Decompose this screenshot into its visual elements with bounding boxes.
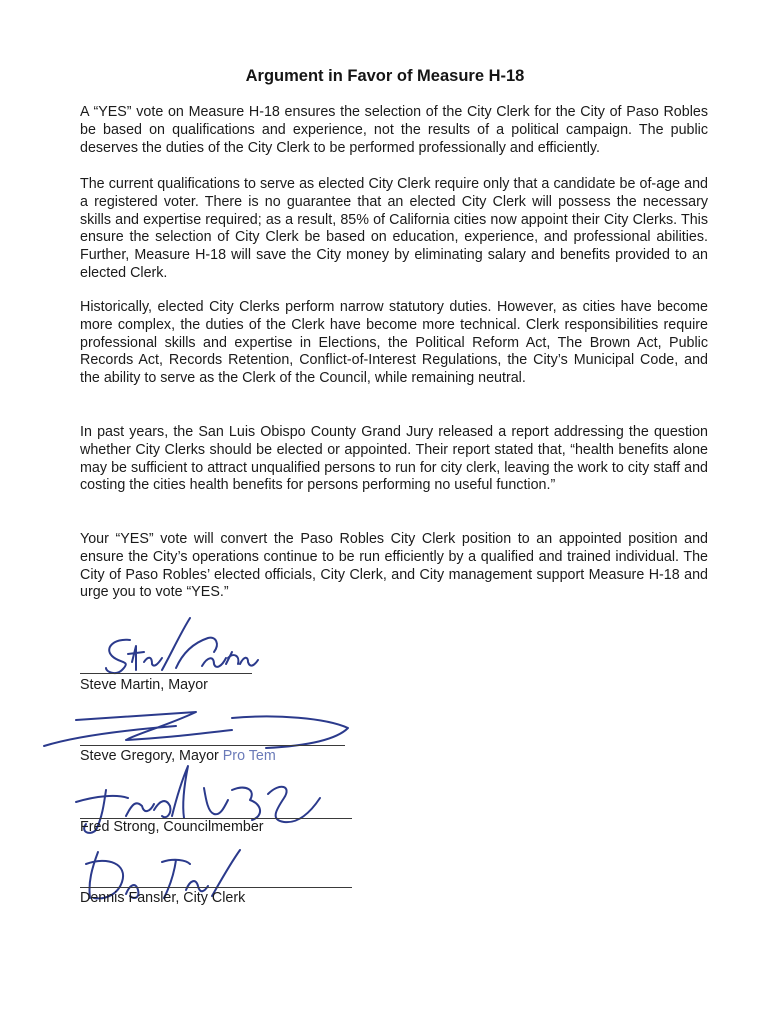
signature-line-2 [80,745,345,746]
paragraph-3: Historically, elected City Clerks perform narrow statutory duties. However, as cities have become more complex, the duties of the Clerk have become more technical. Clerk responsibilities require professional skills and expertise in Elections, the Political Reform Act, The Brown Act, Public Records Act, Records Retention, Conflict-of-Interest Regulations, the City’s Municipal Code, and the ability to serve as the Clerk of the Council, while remaining neutral. [80,299,708,387]
signature-line-1 [80,673,252,674]
signer-name-4: Dennis Fansler, City Clerk [80,890,246,906]
paragraph-1: A “YES” vote on Measure H-18 ensures the selection of the City Clerk for the City of Paso Robles be based on qualifications and experience, not the results of a political campaign. The public deserves the duties of the City Clerk to be performed professionally and efficiently. [80,104,708,156]
paragraph-5: Your “YES” vote will convert the Paso Robles City Clerk position to an appointed position and ensure the City’s operations continue to be run efficiently by a qualified and trained individual. The City of Paso Robles’ elected officials, City Clerk, and City management support Measure H-18 and urge you to vote “YES.” [80,531,708,601]
signer-name-1: Steve Martin, Mayor [80,677,208,693]
paragraph-4: In past years, the San Luis Obispo County Grand Jury released a report addressing the question whether City Clerks should be elected or appointed. Their report stated that, “health benefits alone may be sufficient to attract unqualified persons to run for city clerk, leaving the work to city staff and costing the cities health benefits for persons performing no useful function.” [80,424,708,494]
document-title: Argument in Favor of Measure H-18 [245,67,525,85]
signer-name-3: Fred Strong, Councilmember [80,819,264,835]
signer-name-2-suffix: Pro Tem [222,748,276,764]
signature-line-4 [80,887,352,888]
paragraph-2: The current qualifications to serve as elected City Clerk require only that a candidate be of-age and a registered voter. There is no guarantee that an elected City Clerk will possess the necessary skills and expertise required; as a result, 85% of California cities now appoint their City Clerks. This ensure the selection of City Clerk be based on education, experience, and professional abilities. Further, Measure H-18 will save the City money by eliminating salary and benefits provided to an elected Clerk. [80,176,708,281]
signer-name-2-text: Steve Gregory, Mayor [80,748,219,764]
signature-steve-martin [92,612,267,682]
